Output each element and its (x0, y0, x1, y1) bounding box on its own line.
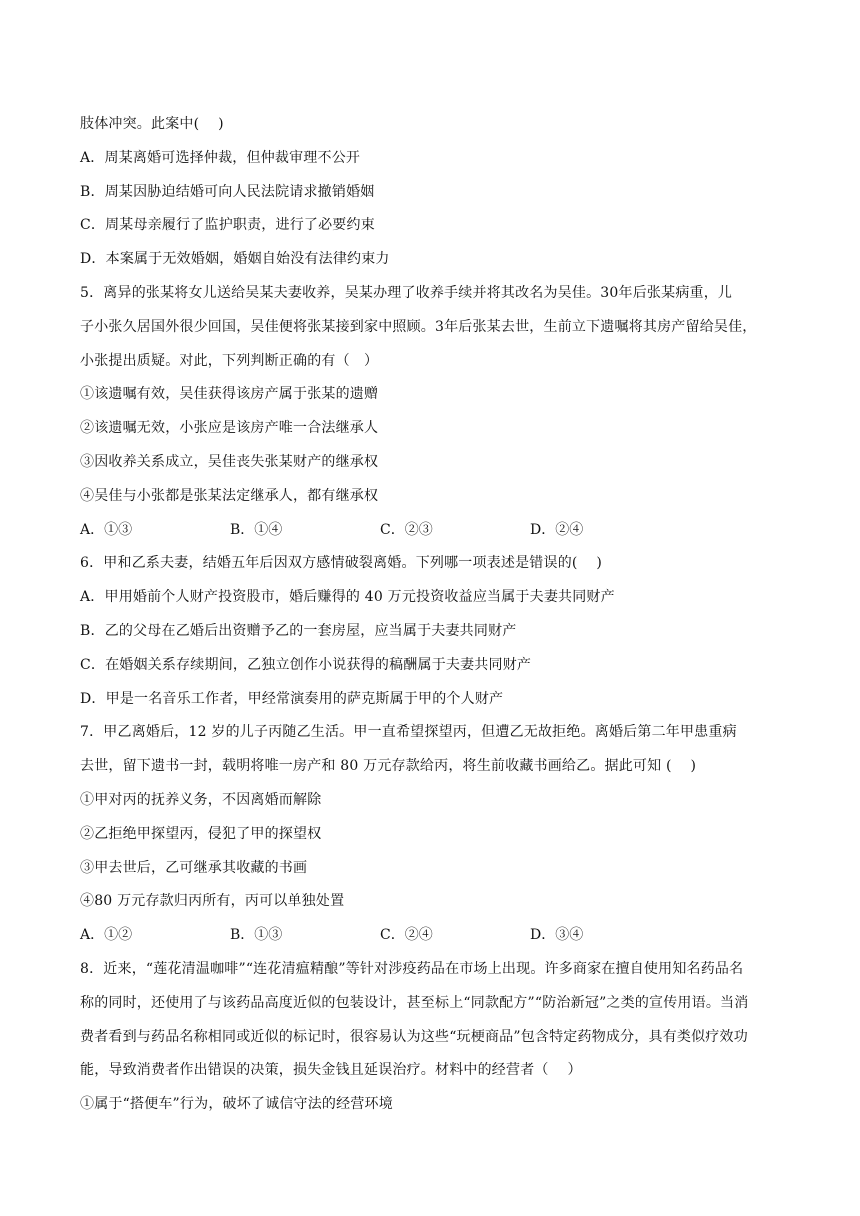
text-line: ②乙拒绝甲探望丙，侵犯了甲的探望权 (80, 825, 322, 842)
answer-choices-row (80, 514, 785, 548)
answer-choice: B．①③ (230, 927, 283, 944)
text-line: ①属于“搭便车”行为，破坏了诚信守法的经营环境 (80, 1096, 393, 1113)
answer-choices-row (80, 919, 785, 953)
text-line: C．周某母亲履行了监护职责，进行了必要约束 (80, 217, 375, 234)
text-line: 去世，留下遗书一封，载明将唯一房产和 80 万元存款给丙，将生前收藏书画给乙。据此可知 ( ) (80, 758, 697, 775)
answer-choice: D．②④ (530, 521, 584, 538)
text-line: ④吴佳与小张都是张某法定继承人，都有继承权 (80, 487, 379, 504)
text-line: C．在婚姻关系存续期间，乙独立创作小说获得的稿酬属于夫妻共同财产 (80, 656, 532, 673)
text-line: ①甲对丙的抚养义务，不因离婚而解除 (80, 791, 322, 808)
text-line: ③甲去世后，乙可继承其收藏的书画 (80, 859, 308, 876)
document-content (80, 108, 785, 1122)
text-line: 8．近来，“莲花清温咖啡”“连花清瘟精酿”等针对涉疫药品在市场上出现。许多商家在擅自使用知名药品名 (80, 960, 744, 977)
text-line: D．甲是一名音乐工作者，甲经常演奏用的萨克斯属于甲的个人财产 (80, 690, 504, 707)
text-line: 子小张久居国外很少回国，吴佳便将张某接到家中照顾。3年后张某去世，生前立下遗嘱将其房产留给吴佳， (80, 318, 757, 335)
text-line: B．乙的父母在乙婚后出资赠予乙的一套房屋，应当属于夫妻共同财产 (80, 622, 517, 639)
text-line: 能，导致消费者作出错误的决策，损失金钱且延误治疗。材料中的经营者（ ） (80, 1062, 582, 1079)
answer-choice: A．①③ (80, 521, 133, 538)
text-line: 5．离异的张某将女儿送给吴某夫妻收养，吴某办理了收养手续并将其改名为吴佳。30年后张某病重，儿 (80, 284, 733, 301)
text-line: ④80 万元存款归丙所有，丙可以单独处置 (80, 893, 345, 910)
text-line: 肢体冲突。此案中( ) (80, 116, 224, 132)
text-line: A．周某离婚可选择仲裁，但仲裁审理不公开 (80, 149, 361, 166)
text-line: 小张提出质疑。对此，下列判断正确的有（ ） (80, 352, 379, 369)
text-line: ③因收养关系成立，吴佳丧失张某财产的继承权 (80, 453, 379, 470)
text-line: A．甲用婚前个人财产投资股市，婚后赚得的 40 万元投资收益应当属于夫妻共同财产 (80, 589, 615, 606)
text-line: 称的同时，还使用了与该药品高度近似的包装设计，甚至标上“同款配方”“防治新冠”之类的宣传用语。当消 (80, 994, 749, 1011)
answer-choice: C．②④ (380, 927, 433, 944)
answer-choice: A．①② (80, 927, 133, 944)
text-line: 6．甲和乙系夫妻，结婚五年后因双方感情破裂离婚。下列哪一项表述是错误的( ) (80, 555, 603, 572)
text-line: ②该遗嘱无效，小张应是该房产唯一合法继承人 (80, 420, 379, 437)
text-line: B．周某因胁迫结婚可向人民法院请求撤销婚姻 (80, 183, 375, 200)
answer-choice: C．②③ (380, 521, 433, 538)
answer-choice: D．③④ (530, 927, 584, 944)
text-line: D．本案属于无效婚姻，婚姻自始没有法律约束力 (80, 251, 390, 268)
text-line: 7．甲乙离婚后，12 岁的儿子丙随乙生活。甲一直希望探望丙，但遭乙无故拒绝。离婚后第二年甲患重病 (80, 724, 737, 741)
text-line: 费者看到与药品名称相同或近似的标记时，很容易认为这些“玩梗商品”包含特定药物成分，具有类似疗效功 (80, 1028, 748, 1045)
text-line: ①该遗嘱有效，吴佳获得该房产属于张某的遗赠 (80, 386, 379, 403)
answer-choice: B．①④ (230, 521, 283, 538)
